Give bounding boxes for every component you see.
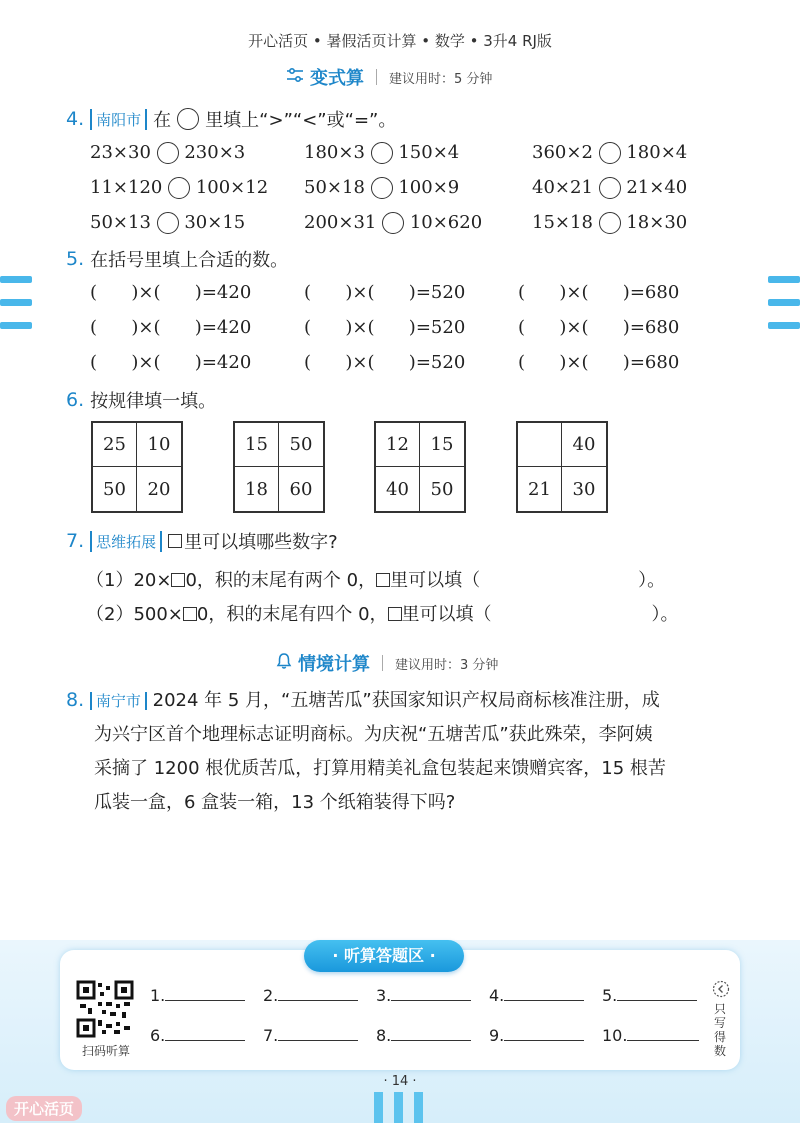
- grid-cell: 50: [93, 467, 137, 511]
- question-4-title: [66, 106, 396, 132]
- answer-line[interactable]: [165, 1026, 245, 1041]
- answer-item: [263, 1026, 376, 1045]
- answer-line[interactable]: [617, 986, 697, 1001]
- expr-left: 15×18: [532, 212, 593, 233]
- question-6-title: [66, 387, 216, 413]
- expr-right: 100×9: [398, 177, 460, 198]
- answer-number: 9.: [489, 1026, 505, 1045]
- blank-equation[interactable]: ( )×( )=420: [90, 352, 252, 373]
- answer-item: [489, 1026, 602, 1045]
- left-deco-bar: [0, 276, 32, 283]
- grid-cell-blank[interactable]: [518, 423, 562, 467]
- question-number: 7.: [66, 530, 85, 552]
- grid-cell: 10: [137, 423, 181, 467]
- answer-number: 2.: [263, 986, 279, 1005]
- expr-right: 180×4: [626, 142, 688, 163]
- expr-right: 10×620: [409, 212, 483, 233]
- compare-item: [304, 177, 459, 199]
- answer-item: [150, 1026, 263, 1045]
- expr-right: 30×15: [184, 212, 246, 233]
- expr-right: 18×30: [626, 212, 688, 233]
- grid-cell: 50: [430, 478, 454, 500]
- answer-line[interactable]: [391, 986, 471, 1001]
- expr-left: 200×31: [304, 212, 377, 233]
- suggested-time: 建议用时：5 分钟: [389, 71, 493, 87]
- answer-number: 4.: [489, 986, 505, 1005]
- blank-equation[interactable]: ( )×( )=680: [518, 317, 680, 338]
- answer-line[interactable]: [278, 986, 358, 1001]
- answer-number: 8.: [376, 1026, 392, 1045]
- question-8: [66, 683, 756, 820]
- expr-left: 40×21: [532, 177, 593, 198]
- divider: [382, 655, 383, 671]
- answer-circle-icon[interactable]: [157, 212, 179, 234]
- right-deco-bar: [768, 322, 800, 329]
- grid-cell: 18: [235, 467, 279, 511]
- answer-line[interactable]: [165, 986, 245, 1001]
- question-text-pre: 在: [153, 110, 172, 131]
- square-blank-icon: [388, 607, 402, 621]
- expr-left: 50×18: [304, 177, 365, 198]
- blank-equation[interactable]: ( )×( )=420: [90, 282, 252, 303]
- subquestion-2: [86, 600, 679, 626]
- question-number: 5.: [66, 248, 85, 270]
- q8-line: 瓜装一盒，6 盒装一箱，13 个纸箱装得下吗?: [94, 792, 456, 813]
- compare-item: [532, 142, 687, 164]
- q8-line: 采摘了 1200 根优质苦瓜，打算用精美礼盒包装起来馈赠宾客，15 根苦: [94, 758, 666, 779]
- question-text: 在括号里填上合适的数。: [90, 250, 289, 271]
- answer-number: 1.: [150, 986, 166, 1005]
- sub-text: （2）500×: [86, 604, 183, 625]
- left-deco-bar: [0, 322, 32, 329]
- right-deco-bar: [768, 276, 800, 283]
- answer-line[interactable]: [278, 1026, 358, 1041]
- page-header: 开心活页 • 暑假活页计算 • 数学 • 3升4 RJ版: [248, 32, 552, 50]
- sub-text: 里可以填（: [390, 570, 481, 591]
- answer-number: 3.: [376, 986, 392, 1005]
- answer-line[interactable]: [504, 986, 584, 1001]
- answer-number: 10.: [602, 1026, 628, 1045]
- compare-item: [304, 212, 482, 234]
- compare-item: [90, 212, 245, 234]
- expr-right: 21×40: [626, 177, 688, 198]
- section-heading-2: [276, 650, 498, 676]
- qr-label: 扫码听算: [81, 1044, 130, 1058]
- grid-cell: 25: [93, 423, 137, 467]
- answer-circle-icon[interactable]: [371, 142, 393, 164]
- blank-equation[interactable]: ( )×( )=680: [518, 352, 680, 373]
- expr-left: 11×120: [90, 177, 163, 198]
- left-deco-bar: [0, 299, 32, 306]
- grid-cell: 60: [289, 478, 313, 500]
- answer-circle-icon[interactable]: [599, 212, 621, 234]
- expr-right: 230×3: [184, 142, 246, 163]
- sub-text: 里可以填（: [401, 604, 492, 625]
- grid-cell: 12: [376, 423, 420, 467]
- answer-circle-icon[interactable]: [599, 177, 621, 199]
- answer-line[interactable]: [627, 1026, 699, 1041]
- bottom-stripe: [394, 1092, 403, 1123]
- answer-item: [602, 1026, 715, 1045]
- expr-left: 50×13: [90, 212, 151, 233]
- expr-left: 180×3: [304, 142, 365, 163]
- blank-equation[interactable]: ( )×( )=520: [304, 352, 466, 373]
- qr-code-icon[interactable]: [76, 980, 134, 1038]
- pattern-grid: [374, 421, 466, 513]
- region-tag: 南阳市: [90, 109, 147, 130]
- question-number: 8.: [66, 689, 85, 711]
- answer-number: 6.: [150, 1026, 166, 1045]
- question-number: 6.: [66, 389, 85, 411]
- answer-item: [150, 986, 263, 1005]
- sub-text: ）。: [638, 570, 666, 591]
- square-blank-icon: [168, 534, 182, 548]
- question-5-title: [66, 246, 288, 272]
- answer-item: [263, 986, 376, 1005]
- region-tag: 南宁市: [90, 692, 147, 710]
- compare-item: [90, 177, 268, 199]
- answer-row: [150, 1026, 715, 1045]
- compare-item: [532, 177, 687, 199]
- grid-cell: 40: [376, 467, 420, 511]
- grid-cell: 20: [147, 478, 171, 500]
- answer-item: [376, 1026, 489, 1045]
- answer-circle-icon[interactable]: [157, 142, 179, 164]
- right-deco-bar: [768, 299, 800, 306]
- sub-text: 0，积的末尾有四个 0，: [196, 604, 388, 625]
- compare-item: [304, 142, 459, 164]
- grid-cell: 15: [235, 423, 279, 467]
- square-blank-icon[interactable]: [171, 573, 185, 587]
- answer-item: [376, 986, 489, 1005]
- grid-cell: 15: [420, 423, 464, 467]
- question-text: 里可以填哪些数字?: [184, 532, 338, 553]
- answer-item: [602, 986, 715, 1005]
- square-blank-icon[interactable]: [183, 607, 197, 621]
- answer-number: 5.: [602, 986, 618, 1005]
- ear-icon: [712, 980, 730, 1002]
- answer-circle-icon[interactable]: [168, 177, 190, 199]
- expr-right: 150×4: [398, 142, 460, 163]
- section-heading-1: [286, 64, 492, 90]
- subquestion-1: [86, 566, 665, 592]
- answer-area-title: · 听算答题区 ·: [304, 940, 464, 972]
- answer-circle-icon[interactable]: [599, 142, 621, 164]
- answer-circle-icon[interactable]: [371, 177, 393, 199]
- question-7-title: [66, 528, 338, 554]
- pattern-grid: [516, 421, 608, 513]
- bottom-stripe: [374, 1092, 383, 1123]
- answer-item: [489, 986, 602, 1005]
- footer-logo: 开心活页: [6, 1096, 82, 1121]
- section-title: 情境计算: [298, 654, 370, 675]
- compare-item: [90, 142, 245, 164]
- answer-circle-icon: [177, 108, 199, 130]
- sub-text: 0，积的末尾有两个 0，: [185, 570, 377, 591]
- sliders-icon: [286, 67, 304, 87]
- q8-text: 2024 年 5 月，“五塘苦瓜”获国家知识产权局商标核准注册，成: [152, 690, 660, 711]
- expr-right: 100×12: [195, 177, 269, 198]
- sub-text: （1）20×: [86, 570, 172, 591]
- grid-cell: 21: [518, 467, 562, 511]
- pattern-grid: [91, 421, 183, 513]
- sub-text: ）。: [651, 604, 679, 625]
- answer-line[interactable]: [391, 1026, 471, 1041]
- blank-equation[interactable]: ( )×( )=680: [518, 282, 680, 303]
- question-text: 按规律填一填。: [90, 391, 217, 412]
- blank-equation[interactable]: ( )×( )=520: [304, 317, 466, 338]
- section-title: 变式算: [310, 68, 364, 89]
- compare-item: [532, 212, 687, 234]
- q8-line: 为兴宁区首个地理标志证明商标。为庆祝“五塘苦瓜”获此殊荣，李阿姨: [94, 724, 653, 745]
- answer-line[interactable]: [504, 1026, 584, 1041]
- pattern-grid: [233, 421, 325, 513]
- grid-cell: 40: [562, 423, 606, 467]
- right-label: 只写得数: [714, 1002, 727, 1058]
- question-text-post: 里填上“>”“<”或“=”。: [205, 110, 397, 131]
- answer-circle-icon[interactable]: [382, 212, 404, 234]
- bell-icon: [276, 652, 292, 674]
- square-blank-icon: [376, 573, 390, 587]
- page-number: · 14 ·: [383, 1074, 417, 1089]
- bottom-stripe: [414, 1092, 423, 1123]
- blank-equation[interactable]: ( )×( )=520: [304, 282, 466, 303]
- grid-cell: 50: [279, 423, 323, 467]
- blank-equation[interactable]: ( )×( )=420: [90, 317, 252, 338]
- answer-number: 7.: [263, 1026, 279, 1045]
- expr-left: 23×30: [90, 142, 151, 163]
- answer-row: [150, 986, 715, 1005]
- category-tag: 思维拓展: [90, 531, 162, 552]
- suggested-time: 建议用时：3 分钟: [395, 657, 499, 673]
- grid-cell: 30: [572, 478, 596, 500]
- q8-line: [66, 683, 756, 718]
- question-number: 4.: [66, 108, 85, 130]
- expr-left: 360×2: [532, 142, 593, 163]
- divider: [376, 69, 377, 85]
